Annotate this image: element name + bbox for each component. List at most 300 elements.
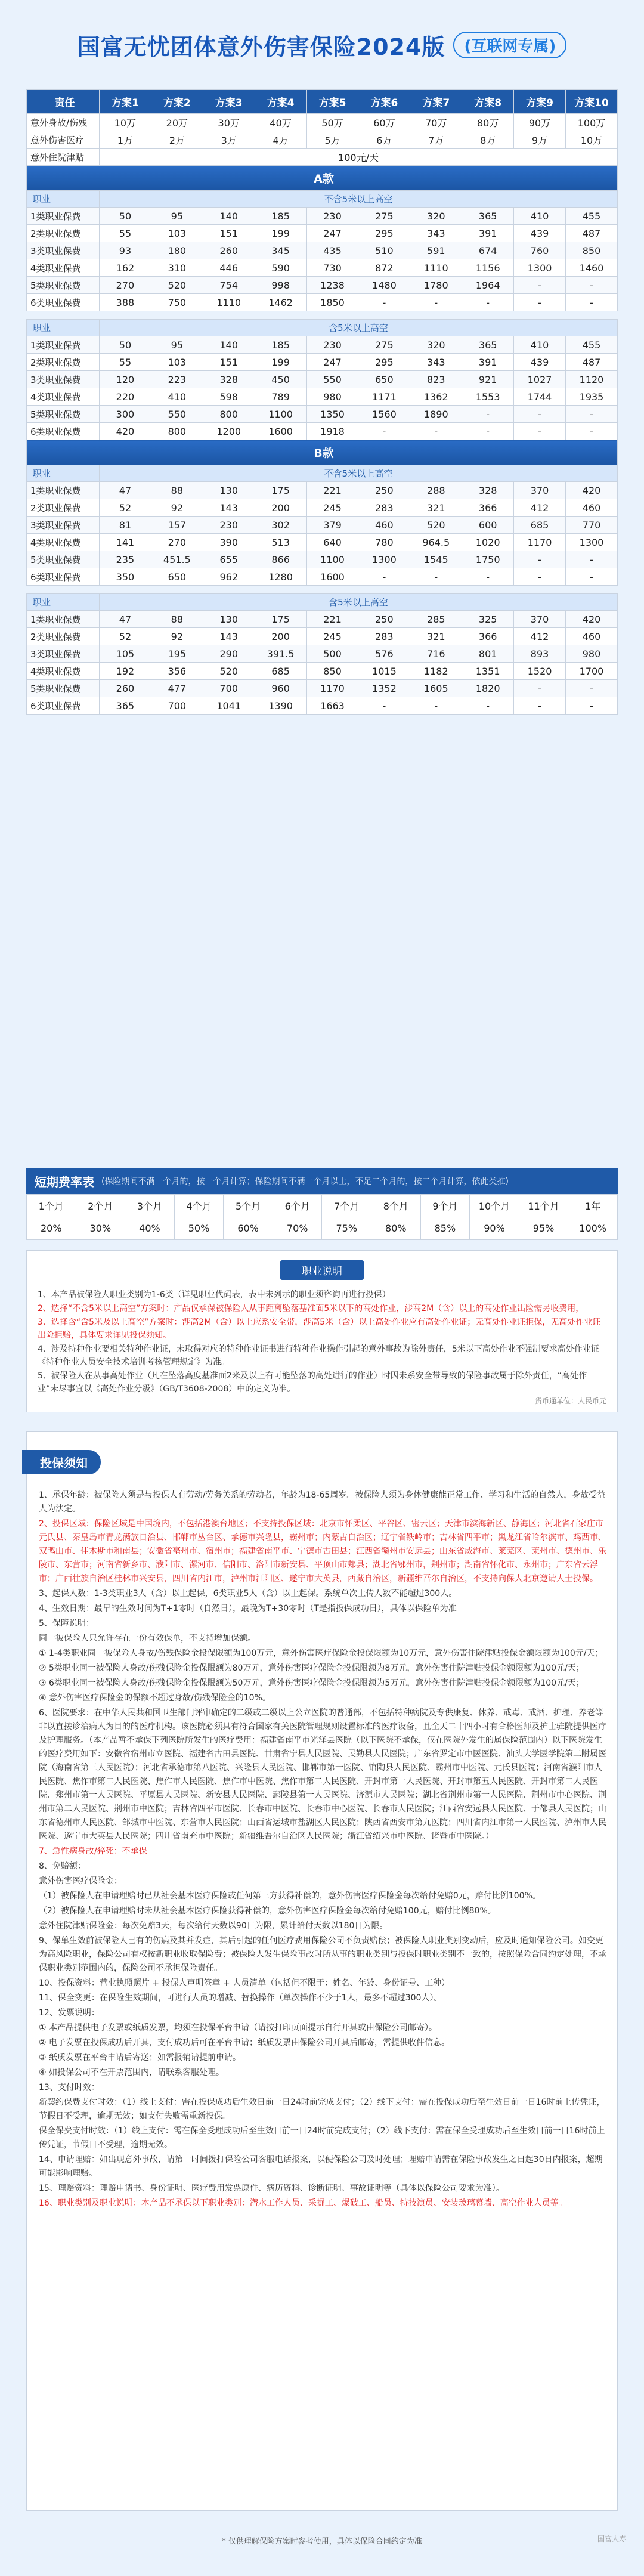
premium-value: 47	[100, 482, 151, 499]
tips-item: 意外伤害医疗保险金：	[39, 1876, 122, 1886]
premium-value: 412	[514, 499, 566, 517]
plan-header: 方案2	[151, 90, 203, 114]
premium-value: 300	[100, 406, 151, 423]
premium-value: 370	[514, 611, 566, 628]
premium-value: 345	[255, 242, 306, 259]
premium-value: 439	[514, 225, 566, 242]
premium-value: 283	[358, 499, 410, 517]
short-term-title: 短期费率表	[35, 1174, 94, 1189]
premium-value: 230	[306, 208, 358, 225]
coverage-label: 意外身故/伤残	[27, 114, 100, 131]
premium-value: 92	[151, 499, 203, 517]
premium-value: 350	[100, 568, 151, 586]
premium-value: -	[514, 568, 566, 586]
premium-value: 650	[151, 568, 203, 586]
premium-value: 800	[203, 406, 255, 423]
premium-value: 223	[151, 371, 203, 388]
premium-value: 199	[255, 225, 306, 242]
premium-value: 245	[306, 628, 358, 645]
premium-row	[27, 242, 618, 259]
premium-label: 3类职业保费	[27, 371, 100, 388]
coverage-value: 9万	[514, 131, 566, 149]
group-header-row	[27, 320, 618, 336]
plan-header: 方案10	[566, 90, 618, 114]
premium-row	[27, 423, 618, 440]
premium-value: 1027	[514, 371, 566, 388]
premium-value: 1744	[514, 388, 566, 406]
month-cell: 9个月	[420, 1195, 470, 1217]
premium-label: 6类职业保费	[27, 294, 100, 311]
premium-value: 55	[100, 354, 151, 371]
group-blank	[462, 320, 618, 336]
premium-value: 235	[100, 551, 151, 568]
premium-value: 151	[203, 354, 255, 371]
premium-value: 1300	[358, 551, 410, 568]
plan-header: 方案7	[410, 90, 462, 114]
premium-value: 789	[255, 388, 306, 406]
section-header-row	[27, 440, 618, 465]
tips-item: ① 本产品提供电子发票或纸质发票，均须在投保平台申请（请按打印页面提示自行开具或由保险公司邮寄）。	[39, 2023, 437, 2033]
premium-value: 1170	[306, 680, 358, 697]
premium-value: 455	[566, 208, 618, 225]
premium-value: 872	[358, 259, 410, 277]
premium-label: 4类职业保费	[27, 534, 100, 551]
plan-header: 方案6	[358, 90, 410, 114]
premium-value: 754	[203, 277, 255, 294]
premium-value: 420	[566, 611, 618, 628]
coverage-value: 3万	[203, 131, 255, 149]
premium-row	[27, 225, 618, 242]
premium-value: 1351	[462, 663, 514, 680]
premium-value: 220	[100, 388, 151, 406]
title-tag: (互联网专属)	[453, 32, 566, 58]
premium-value: 866	[255, 551, 306, 568]
premium-value: 960	[255, 680, 306, 697]
premium-value: 716	[410, 645, 462, 663]
premium-label: 6类职业保费	[27, 568, 100, 586]
premium-value: 295	[358, 225, 410, 242]
premium-value: 105	[100, 645, 151, 663]
coverage-value: 60万	[358, 114, 410, 131]
premium-label: 2类职业保费	[27, 225, 100, 242]
premium-value: 640	[306, 534, 358, 551]
premium-value: 157	[151, 517, 203, 534]
premium-value: 50	[100, 336, 151, 354]
group-label: 职业	[27, 320, 100, 336]
premium-value: 245	[306, 499, 358, 517]
month-cell: 1个月	[27, 1195, 76, 1217]
month-cell: 6个月	[273, 1195, 322, 1217]
premium-value: 95	[151, 336, 203, 354]
occupation-title: 职业说明	[280, 1260, 364, 1280]
premium-value: 1182	[410, 663, 462, 680]
premium-value: 685	[255, 663, 306, 680]
premium-value: 50	[100, 208, 151, 225]
tips-item: 保全保费支付时效：（1）线上支付：需在保全受理成功后至生效日前一日24时前完成支付；（2）线下支付：需在保全受理成功后至生效日前一日16时前上传凭证，节假日不受理，逾期无效。	[39, 2126, 605, 2150]
premium-value: 52	[100, 628, 151, 645]
premium-value: 250	[358, 611, 410, 628]
premium-value: 600	[462, 517, 514, 534]
premium-value: -	[514, 423, 566, 440]
premium-value: 780	[358, 534, 410, 551]
short-term-box	[26, 1168, 618, 1240]
premium-value: 1890	[410, 406, 462, 423]
premium-value: 47	[100, 611, 151, 628]
premium-value: 1300	[514, 259, 566, 277]
plan-header: 方案8	[462, 90, 514, 114]
premium-row	[27, 645, 618, 663]
premium-value: 1850	[306, 294, 358, 311]
premium-label: 3类职业保费	[27, 242, 100, 259]
premium-value: 365	[462, 208, 514, 225]
group-label: 职业	[27, 594, 100, 611]
premium-label: 6类职业保费	[27, 423, 100, 440]
month-cell: 1年	[568, 1195, 618, 1217]
premium-value: 328	[203, 371, 255, 388]
premium-value: -	[514, 406, 566, 423]
section-title: A款	[27, 166, 618, 191]
premium-value: 120	[100, 371, 151, 388]
premium-value: 685	[514, 517, 566, 534]
premium-value: 221	[306, 611, 358, 628]
premium-row	[27, 371, 618, 388]
premium-value: 823	[410, 371, 462, 388]
premium-value: 450	[255, 371, 306, 388]
premium-row	[27, 277, 618, 294]
premium-value: -	[514, 294, 566, 311]
premium-row	[27, 680, 618, 697]
premium-value: 1964	[462, 277, 514, 294]
premium-value: 140	[203, 208, 255, 225]
premium-value: 455	[566, 336, 618, 354]
premium-value: 320	[410, 208, 462, 225]
premium-label: 2类职业保费	[27, 354, 100, 371]
premium-value: -	[566, 406, 618, 423]
premium-value: 185	[255, 208, 306, 225]
premium-value: 850	[566, 242, 618, 259]
premium-value: 95	[151, 208, 203, 225]
plan-header: 方案5	[306, 90, 358, 114]
premium-value: 151	[203, 225, 255, 242]
premium-value: 1238	[306, 277, 358, 294]
premium-row	[27, 406, 618, 423]
premium-value: -	[566, 294, 618, 311]
coverage-label: 意外住院津贴	[27, 149, 100, 166]
premium-value: -	[514, 680, 566, 697]
premium-value: 221	[306, 482, 358, 499]
premium-row	[27, 697, 618, 715]
premium-value: 200	[255, 628, 306, 645]
premium-value: 391.5	[255, 645, 306, 663]
premium-value: 270	[151, 534, 203, 551]
premium-value: 140	[203, 336, 255, 354]
tips-item: 14、申请理赔：如出现意外事故，请第一时间拨打保险公司客服电话报案，以便保险公司及时处理；理赔申请需在保险事故发生之日起30日内报案，超期可能影响理赔。	[39, 2155, 603, 2178]
premium-value: 143	[203, 628, 255, 645]
premium-value: 1600	[255, 423, 306, 440]
tips-item: 11、保全变更：在保险生效期间，可进行人员的增减、替换操作（单次操作不少于1人，最多不超过300人）。	[39, 1993, 442, 2003]
tips-item: 13、支付时效：	[39, 2083, 100, 2092]
plan-header: 方案3	[203, 90, 255, 114]
premium-row	[27, 663, 618, 680]
premium-value: 420	[566, 482, 618, 499]
premium-label: 3类职业保费	[27, 645, 100, 663]
premium-value: 366	[462, 499, 514, 517]
coverage-value: 7万	[410, 131, 462, 149]
premium-value: -	[566, 423, 618, 440]
tips-item: ② 电子发票在投保成功后开具，支付成功后可在平台申请；纸质发票由保险公司开具后邮寄，需提供收件信息。	[39, 2038, 450, 2048]
premium-value: 500	[306, 645, 358, 663]
premium-value: -	[514, 277, 566, 294]
coverage-value: 100元/天	[100, 149, 618, 166]
premium-value: 460	[566, 499, 618, 517]
premium-value: 700	[151, 697, 203, 715]
premium-label: 1类职业保费	[27, 482, 100, 499]
premium-value: 130	[203, 611, 255, 628]
premium-value: -	[410, 294, 462, 311]
premium-row	[27, 517, 618, 534]
premium-value: 520	[203, 663, 255, 680]
premium-label: 6类职业保费	[27, 697, 100, 715]
premium-value: 365	[100, 697, 151, 715]
premium-value: 420	[100, 423, 151, 440]
premium-value: 185	[255, 336, 306, 354]
rate-cell: 95%	[519, 1217, 568, 1240]
premium-value: 250	[358, 482, 410, 499]
plan-header: 方案4	[255, 90, 306, 114]
group-gap	[27, 586, 618, 594]
occupation-box	[26, 1250, 618, 1412]
premium-value: 1280	[255, 568, 306, 586]
premium-row	[27, 208, 618, 225]
premium-value: 260	[100, 680, 151, 697]
premium-value: -	[358, 423, 410, 440]
premium-value: 750	[151, 294, 203, 311]
premium-value: -	[566, 277, 618, 294]
occupation-list	[27, 1280, 617, 1396]
premium-value: 520	[151, 277, 203, 294]
coverage-row	[27, 114, 618, 131]
premium-value: 1600	[306, 568, 358, 586]
premium-value: 487	[566, 225, 618, 242]
premium-label: 1类职业保费	[27, 336, 100, 354]
coverage-value: 2万	[151, 131, 203, 149]
premium-value: 1156	[462, 259, 514, 277]
premium-value: 893	[514, 645, 566, 663]
premium-value: 1300	[566, 534, 618, 551]
rate-cell: 40%	[125, 1217, 175, 1240]
premium-value: -	[410, 697, 462, 715]
premium-value: 1820	[462, 680, 514, 697]
rate-cell: 90%	[470, 1217, 519, 1240]
premium-value: -	[410, 568, 462, 586]
premium-value: 130	[203, 482, 255, 499]
premium-value: 270	[100, 277, 151, 294]
coverage-value: 30万	[203, 114, 255, 131]
premium-value: 674	[462, 242, 514, 259]
premium-value: 1553	[462, 388, 514, 406]
premium-value: 1170	[514, 534, 566, 551]
premium-value: 576	[358, 645, 410, 663]
premium-value: 410	[514, 336, 566, 354]
premium-value: 88	[151, 482, 203, 499]
premium-value: 980	[566, 645, 618, 663]
premium-value: 247	[306, 354, 358, 371]
premium-value: 1041	[203, 697, 255, 715]
premium-value: -	[462, 294, 514, 311]
premium-value: 460	[358, 517, 410, 534]
premium-value: 103	[151, 354, 203, 371]
premium-value: -	[514, 551, 566, 568]
group-condition: 不含5米以上高空	[255, 465, 462, 482]
premium-value: -	[566, 680, 618, 697]
premium-value: 1171	[358, 388, 410, 406]
premium-value: 550	[306, 371, 358, 388]
premium-value: 460	[566, 628, 618, 645]
title-bar	[0, 0, 644, 89]
tips-item: 7、急性病身故/猝死：不承保	[39, 1847, 147, 1856]
premium-value: 730	[306, 259, 358, 277]
premium-value: 103	[151, 225, 203, 242]
premium-value: 1020	[462, 534, 514, 551]
tips-item: 新契约保费支付时效：（1）线上支付：需在投保成功后生效日前一日24时前完成支付；（2）线下支付：需在投保成功后至生效日前一日16时前上传凭证，节假日不受理，逾期无效；如支付失败需重新投保。	[39, 2098, 605, 2121]
premium-value: 343	[410, 354, 462, 371]
premium-value: 288	[410, 482, 462, 499]
premium-value: -	[358, 568, 410, 586]
rate-table	[26, 89, 618, 715]
premium-value: 230	[203, 517, 255, 534]
premium-value: 1780	[410, 277, 462, 294]
premium-value: 356	[151, 663, 203, 680]
occupation-item: 2、选择“不含5米以上高空”方案时：产品仅承保被保险人从事距离坠落基准面5米以下的高处作业，涉高2M（含）以上的高处作业出险需另收费用，	[38, 1304, 584, 1313]
premium-value: 1545	[410, 551, 462, 568]
premium-label: 4类职业保费	[27, 663, 100, 680]
premium-value: 1110	[410, 259, 462, 277]
premium-value: -	[514, 697, 566, 715]
group-gap	[27, 311, 618, 320]
rate-cell: 50%	[174, 1217, 224, 1240]
premium-value: 1120	[566, 371, 618, 388]
premium-value: 590	[255, 259, 306, 277]
premium-value: 1100	[255, 406, 306, 423]
rate-cell: 100%	[568, 1217, 618, 1240]
premium-value: 1460	[566, 259, 618, 277]
coverage-label: 意外伤害医疗	[27, 131, 100, 149]
tips-title: 投保须知	[22, 1450, 101, 1474]
short-term-months-row	[27, 1195, 618, 1217]
premium-value: 446	[203, 259, 255, 277]
group-label: 职业	[27, 191, 100, 208]
tips-box	[26, 1431, 618, 2511]
premium-value: 52	[100, 499, 151, 517]
premium-value: 410	[514, 208, 566, 225]
tips-item: ④ 如投保公司不在开票范围内，请联系客服处理。	[39, 2068, 224, 2077]
month-cell: 5个月	[224, 1195, 273, 1217]
header-cell: 责任	[27, 90, 100, 114]
premium-label: 5类职业保费	[27, 680, 100, 697]
coverage-value: 4万	[255, 131, 306, 149]
premium-value: 321	[410, 499, 462, 517]
premium-value: 650	[358, 371, 410, 388]
premium-value: 1100	[306, 551, 358, 568]
premium-value: -	[462, 423, 514, 440]
premium-value: 325	[462, 611, 514, 628]
premium-row	[27, 388, 618, 406]
occupation-item: 5、被保险人在从事高处作业（凡在坠落高度基准面2米及以上有可能坠落的高处进行的作业）时因未系安全带导致的保险事故属于除外责任，“高处作业”未尽事宜以《高处作业分级》（GB/T3608-2008）中的定义为准。	[38, 1371, 587, 1394]
tips-item: 9、保单生效前被保险人已有的伤病及其并发症，其后引起的任何医疗费用保险公司不负责赔偿；被保险人职业类别变动后，应及时通知保险公司。如变更为高风险职业，保险公司有权按新职业收取保险费；被保险人发生保险事故时所从事的职业类别与投保时职业类别不一致的，按照保险合同约定处理，不承保职业类别范围内的，保险公司不承担保险责任。	[39, 1936, 606, 1973]
premium-value: 275	[358, 208, 410, 225]
occupation-item: 4、涉及特种作业要相关特种作业证，未取得对应的特种作业证书进行特种作业操作引起的意外事故为除外责任，5米以下高处作业不强制要求高处作业证《特种作业人员安全技术培训考核管理规定》为准。	[38, 1344, 599, 1367]
premium-value: 1110	[203, 294, 255, 311]
premium-value: 162	[100, 259, 151, 277]
premium-value: 520	[410, 517, 462, 534]
premium-value: 655	[203, 551, 255, 568]
premium-value: 192	[100, 663, 151, 680]
rate-cell: 85%	[420, 1217, 470, 1240]
tips-item: 6、医院要求：在中华人民共和国卫生部门评审确定的二级或二级以上公立医院的普通部，不包括特种病院及专供康复、休养、戒毒、戒酒、护理、养老等非以直接诊治病人为目的的医疗机构。该医院必须具有符合国家有关医院管理规则设置标准的医疗设备，且全天二十四小时有合格医师及护士驻院提供医疗及护理服务。（本产品暂不承保下列医院所发生的医疗费用：福建省南平市光泽县医院（以下医院不承保，仅在医院外发生的属保险范围内）以下医院发生的医疗费用如下：安徽省宿州市立医院、福建省古田县医院、甘肃省宁县人民医院、民勤县人民医院；广东省罗定市中医医院、汕头大学医学院第二附属医院（海南省第三人民医院）；河北省承德市第八医院、兴隆县人民医院、邯郸市第一医院、馆陶县人民医院、霸州市中医院、元氏县医院；河南省濮阳市人民医院、焦作市第二人民医院、焦作市人民医院、焦作市中医院、焦作市第二人民医院、开封市第一人民医院、开封市第五人民医院、开封市第二人民医院、郑州市第一人民医院、平原县人民医院、新安县人民医院、鄢陵县第一人民医院、济源市人民医院；湖北省荆州市第一人民医院、荆州市中心医院、荆州市第二人民医院、荆州市中医院；吉林省四平市医院、长春市中医院、长春市中心医院、长春市人民医院；江西省安远县人民医院、于都县人民医院；山东省德州市人民医院、邹城市中医院、东营市人民医院；山西省运城市盐湖区人民医院；陕西省西安市第九医院；四川省内江市第一人民医院、泸州市人民医院、遂宁市大英县人民医院；四川省南充市中医院；新疆维吾尔自治区人民医院；浙江省绍兴市中医院、诸暨市中医院。）	[39, 1708, 606, 1841]
rate-cell: 75%	[322, 1217, 371, 1240]
premium-row	[27, 354, 618, 371]
rate-cell: 80%	[371, 1217, 421, 1240]
group-blank	[462, 594, 618, 611]
premium-value: 1350	[306, 406, 358, 423]
premium-label: 1类职业保费	[27, 208, 100, 225]
month-cell: 3个月	[125, 1195, 175, 1217]
premium-value: 1200	[203, 423, 255, 440]
premium-value: 370	[514, 482, 566, 499]
premium-value: 320	[410, 336, 462, 354]
tips-item: ④ 意外伤害医疗保险金的保额不超过身故/伤残保险金的10%。	[39, 1693, 271, 1703]
premium-value: -	[358, 697, 410, 715]
premium-value: 477	[151, 680, 203, 697]
premium-value: 1390	[255, 697, 306, 715]
group-condition: 不含5米以上高空	[255, 191, 462, 208]
premium-value: 412	[514, 628, 566, 645]
tips-item: 15、理赔资料：理赔申请书、身份证明、医疗费用发票原件、病历资料、诊断证明、事故证明等（具体以保险公司要求为准）。	[39, 2184, 504, 2193]
premium-value: 439	[514, 354, 566, 371]
premium-label: 1类职业保费	[27, 611, 100, 628]
premium-label: 4类职业保费	[27, 259, 100, 277]
premium-value: 283	[358, 628, 410, 645]
premium-value: -	[566, 551, 618, 568]
premium-value: 295	[358, 354, 410, 371]
premium-value: 998	[255, 277, 306, 294]
occupation-item: 1、本产品被保险人职业类别为1-6类（详见职业代码表，表中未列示的职业须咨询再进行投保）	[38, 1290, 391, 1300]
premium-value: 487	[566, 354, 618, 371]
rate-header-row	[27, 90, 618, 114]
tips-item: 12、发票说明：	[39, 2008, 100, 2018]
premium-value: 1918	[306, 423, 358, 440]
group-blank	[100, 465, 255, 482]
premium-value: 1462	[255, 294, 306, 311]
premium-value: 285	[410, 611, 462, 628]
premium-row	[27, 568, 618, 586]
premium-value: 850	[306, 663, 358, 680]
coverage-value: 80万	[462, 114, 514, 131]
premium-value: 260	[203, 242, 255, 259]
premium-value: 591	[410, 242, 462, 259]
group-blank	[462, 465, 618, 482]
tips-item: （1）被保险人在申请理赔时已从社会基本医疗保险或任何第三方获得补偿的，意外伤害医疗保险金每次给付免赔0元，赔付比例100%。	[39, 1891, 541, 1901]
group-blank	[100, 191, 255, 208]
premium-value: 760	[514, 242, 566, 259]
premium-value: 321	[410, 628, 462, 645]
footer-note: * 仅供理解保险方案时参考使用，具体以保险合同约定为准	[222, 2537, 422, 2546]
footer-logo: 国富人寿	[597, 2535, 626, 2543]
month-cell: 11个月	[519, 1195, 568, 1217]
tips-list	[39, 1489, 606, 2212]
tips-item: 意外住院津贴保险金：每次免赔3天，每次给付天数以90日为限，累计给付天数以180日为限。	[39, 1921, 388, 1931]
premium-row	[27, 628, 618, 645]
